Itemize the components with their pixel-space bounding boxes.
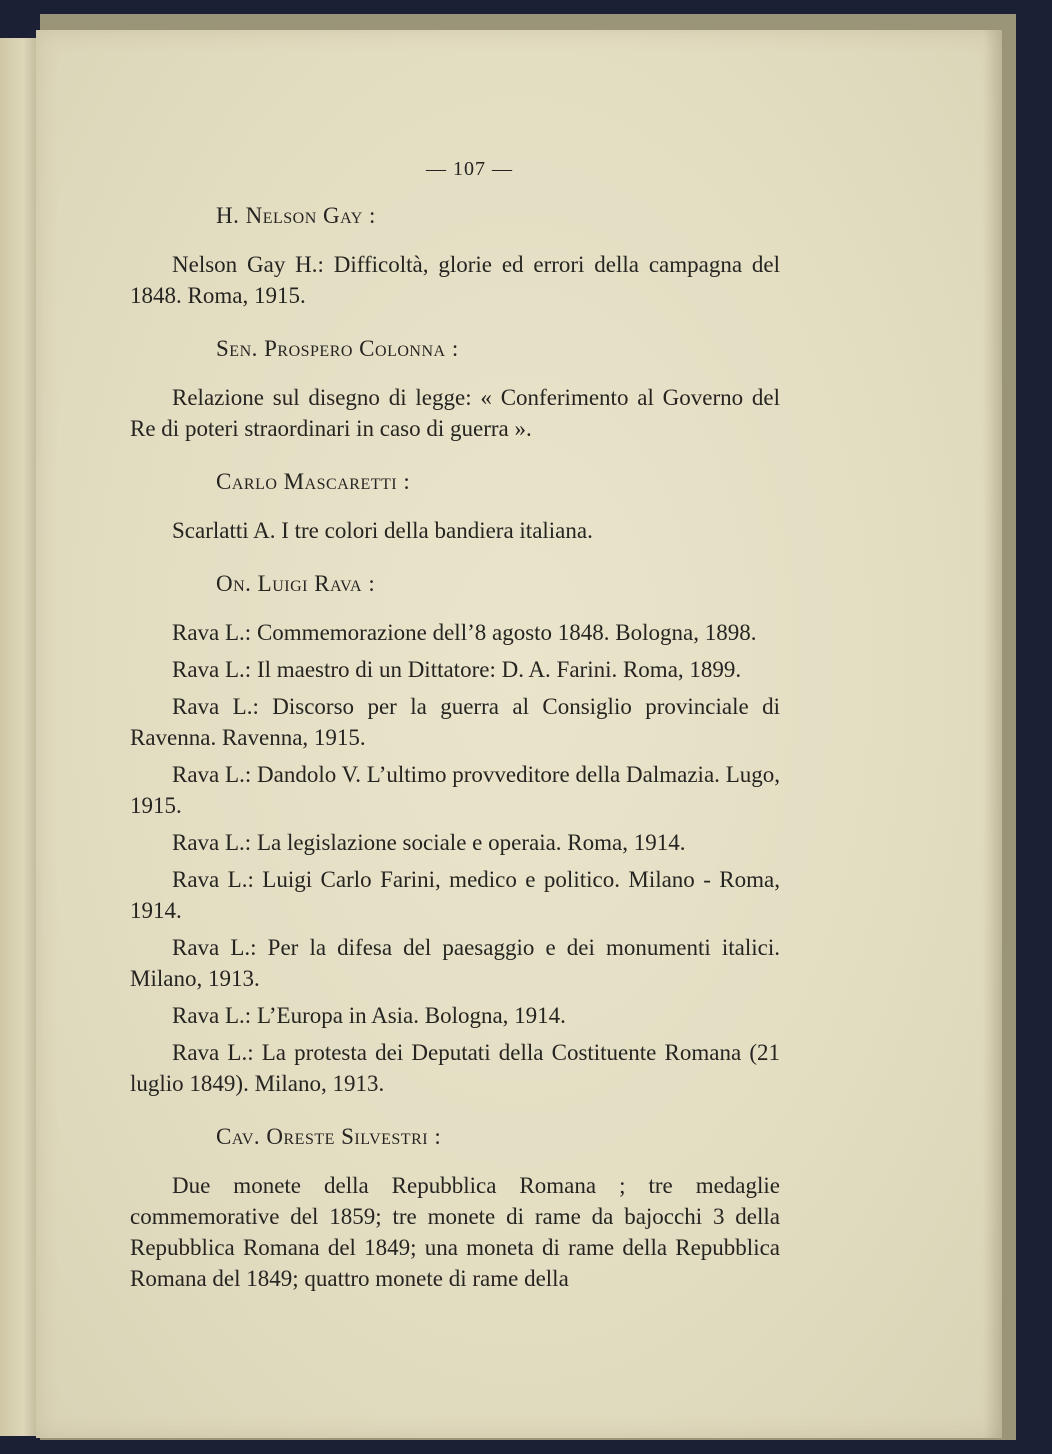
section-heading: Cav. Oreste Silvestri : (216, 1124, 442, 1149)
page-number: — 107 — (426, 158, 513, 180)
bibliography-entry: Rava L.: La legislazione sociale e operaia. Roma, 1914. (172, 830, 686, 855)
section-heading: On. Luigi Rava : (216, 571, 376, 596)
bibliography-entry: Rava L.: Luigi Carlo Farini, medico e politico. Milano - Roma, 1914. (130, 867, 780, 923)
bibliography-entry: Rava L.: Il maestro di un Dittatore: D. A. Farini. Roma, 1899. (172, 657, 742, 682)
bibliography-entry: Relazione sul disegno di legge: « Conferimento al Governo del Re di poteri straordinari in caso di guerra ». (130, 385, 780, 441)
bibliography-entry: Rava L.: Dandolo V. L’ultimo provveditore della Dalmazia. Lugo, 1915. (130, 762, 780, 818)
bibliography-entry: Scarlatti A. I tre colori della bandiera italiana. (172, 518, 593, 543)
bibliography-entry: Due monete della Repubblica Romana ; tre medaglie commemorative del 1859; tre monete di rame da bajocchi 3 della Repubblica Romana del 1849; una moneta di rame della Repubblica Romana del 1849; quattro monete di rame della (130, 1173, 780, 1291)
section-carlo-mascaretti (130, 466, 780, 546)
bibliography-entry: Rava L.: L’Europa in Asia. Bologna, 1914. (172, 1003, 566, 1028)
section-nelson-gay (130, 200, 780, 311)
section-heading: H. Nelson Gay : (216, 203, 376, 228)
section-luigi-rava (130, 568, 780, 1099)
bibliography-entry: Nelson Gay H.: Difficoltà, glorie ed errori della campagna del 1848. Roma, 1915. (130, 252, 780, 308)
bibliography-entry: Rava L.: Discorso per la guerra al Consiglio provinciale di Ravenna. Ravenna, 1915. (130, 694, 780, 750)
section-heading: Carlo Mascaretti : (216, 469, 411, 494)
book-page (36, 30, 1002, 1438)
section-heading: Sen. Prospero Colonna : (216, 336, 459, 361)
section-oreste-silvestri (130, 1121, 780, 1294)
page-edge-shading (984, 30, 1002, 1438)
bibliography-entry: Rava L.: Per la difesa del paesaggio e dei monumenti italici. Milano, 1913. (130, 935, 780, 991)
bibliography-entry: Rava L.: Commemorazione dell’8 agosto 1848. Bologna, 1898. (172, 620, 757, 645)
page-text (130, 200, 780, 1300)
section-prospero-colonna (130, 333, 780, 444)
bibliography-entry: Rava L.: La protesta dei Deputati della Costituente Romana (21 luglio 1849). Milano, 1913. (130, 1040, 780, 1096)
